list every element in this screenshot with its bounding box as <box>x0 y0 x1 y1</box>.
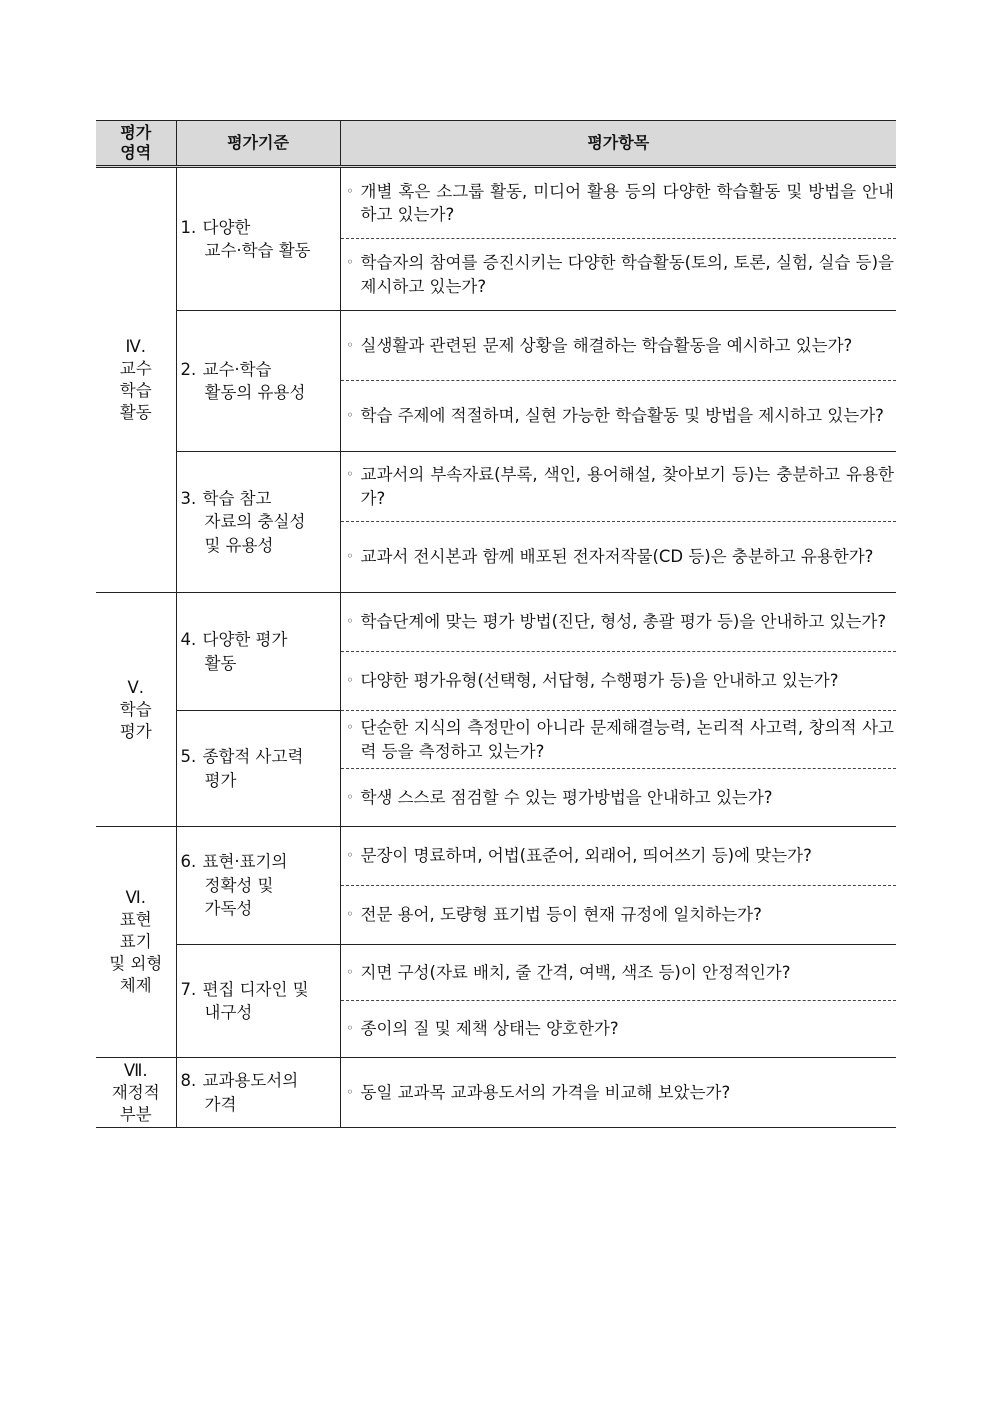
area-cell <box>96 167 176 593</box>
item-text: 다양한 평가유형(선택형, 서답형, 수행평가 등)을 안내하고 있는가? <box>360 671 839 691</box>
bullet-icon: ◦ <box>346 907 354 922</box>
item-cell <box>340 1001 896 1058</box>
evaluation-table <box>96 120 896 1128</box>
item-cell <box>340 827 896 886</box>
area-label: Ⅳ. 교수 학습 활동 <box>119 337 152 422</box>
bullet-icon: ◦ <box>346 1084 354 1099</box>
criterion-line: 가독성 <box>204 899 253 919</box>
bullet-icon: ◦ <box>346 549 354 564</box>
table-row <box>96 452 896 522</box>
criterion-line: 편집 디자인 및 <box>202 979 309 999</box>
bullet-icon: ◦ <box>346 789 354 804</box>
item-text: 종이의 질 및 제책 상태는 양호한가? <box>360 1019 619 1039</box>
item-text: 학습자의 참여를 증진시키는 다양한 학습활동(토의, 토론, 실험, 실습 등)을 제시하고 있는가? <box>360 253 894 296</box>
bullet-icon: ◦ <box>346 183 354 198</box>
criterion-num: 2. <box>180 359 197 379</box>
area-cell <box>96 1058 176 1128</box>
criterion-line: 교수·학습 활동 <box>204 241 311 260</box>
criterion-cell <box>176 452 340 593</box>
table-row <box>96 945 896 1001</box>
table-row <box>96 827 896 886</box>
criterion-line: 가격 <box>204 1094 237 1114</box>
criterion-line: 교수·학습 <box>202 359 272 379</box>
criterion-num: 6. <box>180 852 197 872</box>
criterion-num: 7. <box>180 979 197 999</box>
criterion-line: 정확성 및 <box>204 875 274 895</box>
bullet-icon: ◦ <box>346 1021 354 1036</box>
item-cell <box>340 381 896 452</box>
item-text: 학습단계에 맞는 평가 방법(진단, 형성, 총괄 평가 등)을 안내하고 있는가? <box>360 612 887 632</box>
item-cell <box>340 769 896 827</box>
bullet-icon: ◦ <box>346 337 354 352</box>
item-cell <box>340 711 896 769</box>
criterion-line: 활동의 유용성 <box>204 383 306 402</box>
item-cell <box>340 1058 896 1128</box>
header-area <box>96 121 176 167</box>
table-row <box>96 311 896 381</box>
criterion-line: 다양한 평가 <box>202 630 288 649</box>
header-row <box>96 121 896 167</box>
criterion-line: 다양한 <box>202 217 251 237</box>
criterion-cell <box>176 1058 340 1128</box>
criterion-line: 및 유용성 <box>204 535 274 555</box>
bullet-icon: ◦ <box>346 964 354 979</box>
item-cell <box>340 239 896 311</box>
item-text: 개별 혹은 소그룹 활동, 미디어 활용 등의 다양한 학습활동 및 방법을 안내하고 있는가? <box>360 181 894 224</box>
criterion-line: 표현·표기의 <box>202 852 288 872</box>
bullet-icon: ◦ <box>346 255 354 269</box>
header-item: 평가항목 <box>340 121 896 167</box>
area-cell <box>96 827 176 1058</box>
criterion-cell <box>176 311 340 452</box>
bullet-icon: ◦ <box>346 673 354 688</box>
item-cell <box>340 593 896 652</box>
bullet-icon: ◦ <box>346 614 354 629</box>
criterion-line: 종합적 사고력 <box>202 747 304 766</box>
item-text: 동일 교과목 교과용도서의 가격을 비교해 보았는가? <box>360 1082 731 1102</box>
item-cell <box>340 311 896 381</box>
criterion-cell <box>176 593 340 711</box>
item-text: 지면 구성(자료 배치, 줄 간격, 여백, 색조 등)이 안정적인가? <box>360 962 791 982</box>
criterion-num: 4. <box>180 630 197 649</box>
criterion-line: 평가 <box>204 770 237 790</box>
area-label: Ⅵ. 표현 표기 및 외형 체제 <box>109 888 163 995</box>
item-text: 실생활과 관련된 문제 상황을 해결하는 학습활동을 예시하고 있는가? <box>360 335 853 355</box>
criterion-line: 교과용도서의 <box>202 1071 299 1090</box>
criterion-num: 8. <box>180 1071 197 1090</box>
criterion-num: 5. <box>180 747 197 766</box>
item-cell <box>340 945 896 1001</box>
header-area-text: 평가 영역 <box>120 123 152 162</box>
item-cell <box>340 452 896 522</box>
criterion-line: 내구성 <box>204 1003 253 1022</box>
item-text: 학습 주제에 적절하며, 실현 가능한 학습활동 및 방법을 제시하고 있는가? <box>360 406 884 426</box>
criterion-cell <box>176 711 340 827</box>
table-row <box>96 593 896 652</box>
bullet-icon: ◦ <box>346 408 354 423</box>
item-text: 교과서 전시본과 함께 배포된 전자저작물(CD 등)은 충분하고 유용한가? <box>360 547 874 567</box>
bullet-icon: ◦ <box>346 848 354 863</box>
item-text: 전문 용어, 도량형 표기법 등이 현재 규정에 일치하는가? <box>360 905 762 925</box>
item-cell <box>340 652 896 711</box>
item-text: 교과서의 부속자료(부록, 색인, 용어해설, 찾아보기 등)는 충분하고 유용한가? <box>360 465 894 508</box>
criterion-line: 활동 <box>204 653 237 673</box>
area-label: Ⅶ. 재정적 부분 <box>111 1060 160 1124</box>
table-row <box>96 1058 896 1128</box>
criterion-cell <box>176 827 340 945</box>
item-cell <box>340 167 896 239</box>
criterion-line: 자료의 충실성 <box>204 512 306 532</box>
header-criterion: 평가기준 <box>176 121 340 167</box>
item-cell <box>340 522 896 593</box>
criterion-num: 1. <box>180 217 197 237</box>
criterion-num: 3. <box>180 488 197 508</box>
criterion-cell <box>176 945 340 1058</box>
criterion-cell <box>176 167 340 311</box>
table-row <box>96 167 896 239</box>
area-label: Ⅴ. 학습 평가 <box>119 677 152 741</box>
criterion-line: 학습 참고 <box>202 488 272 508</box>
table-row <box>96 711 896 769</box>
item-text: 학생 스스로 점검할 수 있는 평가방법을 안내하고 있는가? <box>360 787 773 807</box>
bullet-icon: ◦ <box>346 720 354 734</box>
item-text: 단순한 지식의 측정만이 아니라 문제해결능력, 논리적 사고력, 창의적 사고력 등을 측정하고 있는가? <box>360 718 894 761</box>
item-text: 문장이 명료하며, 어법(표준어, 외래어, 띄어쓰기 등)에 맞는가? <box>360 846 812 866</box>
bullet-icon: ◦ <box>346 467 354 481</box>
area-cell <box>96 593 176 827</box>
item-cell <box>340 886 896 945</box>
